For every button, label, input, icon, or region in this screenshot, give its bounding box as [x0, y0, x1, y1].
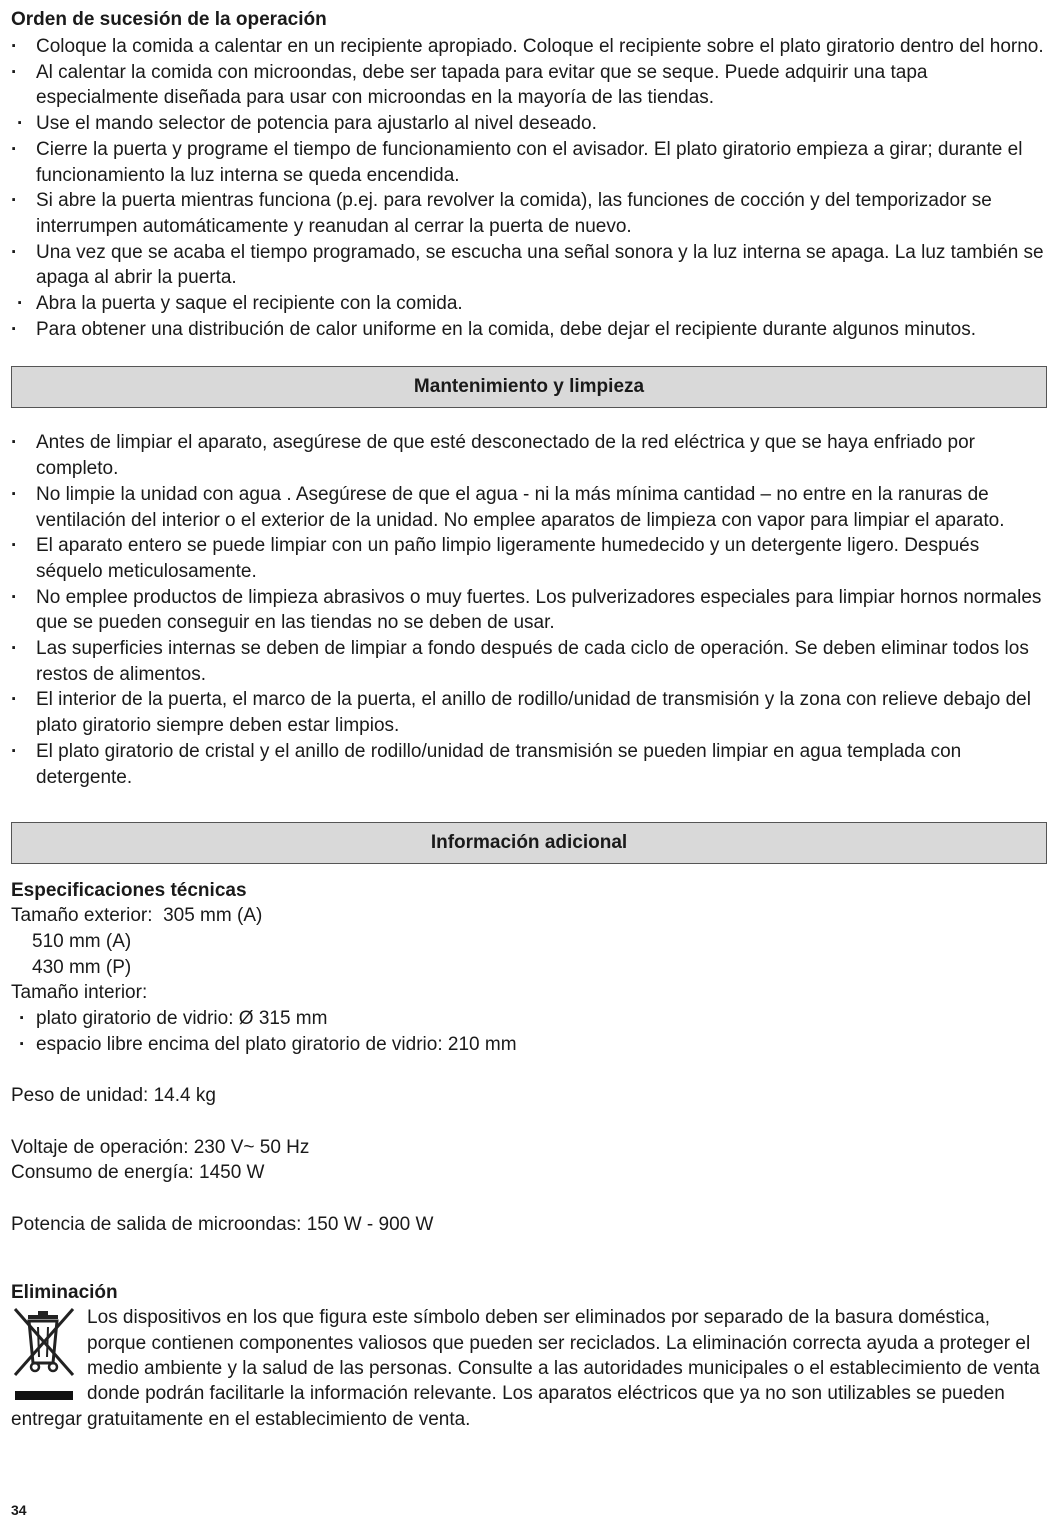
exterior-value-2: 510 mm (A)	[32, 930, 132, 952]
disposal-text: Los dispositivos en los que figura este símbolo deben ser eliminados por separado de la basura doméstica, porque contienen componentes valiosos que pueden ser reciclados. La eliminación correcta ayuda a proteger el medio ambiente y la salud de las personas. Consulte a las autoridades municipales o el establecimiento de venta donde podrán facilitarle la información relevante. Los aparatos eléctricos que ya no son utilizables se pueden entregar gratuitamente en el establecimiento de venta.	[11, 1307, 1040, 1430]
list-item: · No limpie la unidad con agua . Asegúrese de que el agua - ni la más mínima cantidad – no entre en la ranuras de ventilación del interior o el exterior de la unidad. No emplee aparatos de limpieza con vapor para limpiar el aparato.	[11, 482, 1047, 533]
list-item: · espacio libre encima del plato giratorio de vidrio: 210 mm	[11, 1032, 1047, 1058]
list-item: · Cierre la puerta y programe el tiempo de funcionamiento con el avisador. El plato giratorio empieza a girar; durante el funcionamiento la luz interna se queda encendida.	[11, 137, 1047, 188]
exterior-label: Tamaño exterior:	[11, 905, 153, 927]
maintenance-list	[11, 430, 1047, 790]
maintenance-title: Mantenimiento y limpieza	[413, 376, 645, 398]
page-number: 34	[11, 1502, 27, 1518]
interior-list	[11, 1006, 1047, 1057]
microwave-output: Potencia de salida de microondas: 150 W - 900 W	[11, 1213, 434, 1235]
list-item: · El interior de la puerta, el marco de la puerta, el anillo de rodillo/unidad de transmisión y la zona con relieve debajo del plato giratorio siempre deben estar limpios.	[11, 687, 1047, 738]
maintenance-banner	[11, 366, 1047, 408]
operating-voltage: Voltaje de operación: 230 V~ 50 Hz	[11, 1136, 310, 1158]
specs-title: Especificaciones técnicas	[11, 880, 247, 902]
list-item: · Una vez que se acaba el tiempo programado, se escucha una señal sonora y la luz interna se apaga. La luz también se apaga al abrir la puerta.	[11, 240, 1047, 291]
list-item: · Antes de limpiar el aparato, asegúrese de que esté desconectado de la red eléctrica y que se haya enfriado por completo.	[11, 430, 1047, 481]
additional-title: Información adicional	[430, 832, 628, 854]
disposal-block	[11, 1305, 1047, 1431]
list-item: · Coloque la comida a calentar en un recipiente apropiado. Coloque el recipiente sobre el plato giratorio dentro del horno.	[11, 34, 1047, 60]
list-item: · El aparato entero se puede limpiar con un paño limpio ligeramente humedecido y un detergente ligero. Después séquelo meticulosamente.	[11, 533, 1047, 584]
interior-label: Tamaño interior:	[11, 982, 148, 1004]
exterior-size	[11, 903, 1047, 929]
operation-list	[11, 34, 1047, 342]
list-item: · Para obtener una distribución de calor uniforme en la comida, debe dejar el recipiente durante algunos minutos.	[11, 317, 1047, 343]
list-item: · Use el mando selector de potencia para ajustarlo al nivel deseado.	[11, 111, 1047, 137]
operation-title: Orden de sucesión de la operación	[11, 9, 327, 30]
list-item: · Abra la puerta y saque el recipiente con la comida.	[11, 291, 1047, 317]
list-item: · Si abre la puerta mientras funciona (p.ej. para revolver la comida), las funciones de cocción y del temporizador se interrumpen automáticamente y reanudan al cerrar la puerta de nuevo.	[11, 188, 1047, 239]
list-item: · El plato giratorio de cristal y el anillo de rodillo/unidad de transmisión se pueden limpiar en agua templada con detergente.	[11, 739, 1047, 790]
disposal-title: Eliminación	[11, 1282, 118, 1304]
list-item: · Al calentar la comida con microondas, debe ser tapada para evitar que se seque. Puede adquirir una tapa especialmente diseñada para usar con microondas en la mayoría de las tiendas.	[11, 60, 1047, 111]
power-consumption: Consumo de energía: 1450 W	[11, 1162, 265, 1184]
exterior-value-1: 305 mm (A)	[163, 905, 263, 927]
document-page	[11, 8, 1047, 1432]
list-item: · Las superficies internas se deben de limpiar a fondo después de cada ciclo de operación. Se deben eliminar todos los restos de alimentos.	[11, 636, 1047, 687]
unit-weight: Peso de unidad: 14.4 kg	[11, 1085, 216, 1107]
list-item: · No emplee productos de limpieza abrasivos o muy fuertes. Los pulverizadores especiales para limpiar hornos normales que se pueden conseguir en las tiendas no se deben de usar.	[11, 585, 1047, 636]
exterior-value-3: 430 mm (P)	[32, 956, 132, 978]
list-item: · plato giratorio de vidrio: Ø 315 mm	[11, 1006, 1047, 1032]
additional-banner	[11, 822, 1047, 864]
weee-crossed-bin-icon	[11, 1307, 77, 1403]
